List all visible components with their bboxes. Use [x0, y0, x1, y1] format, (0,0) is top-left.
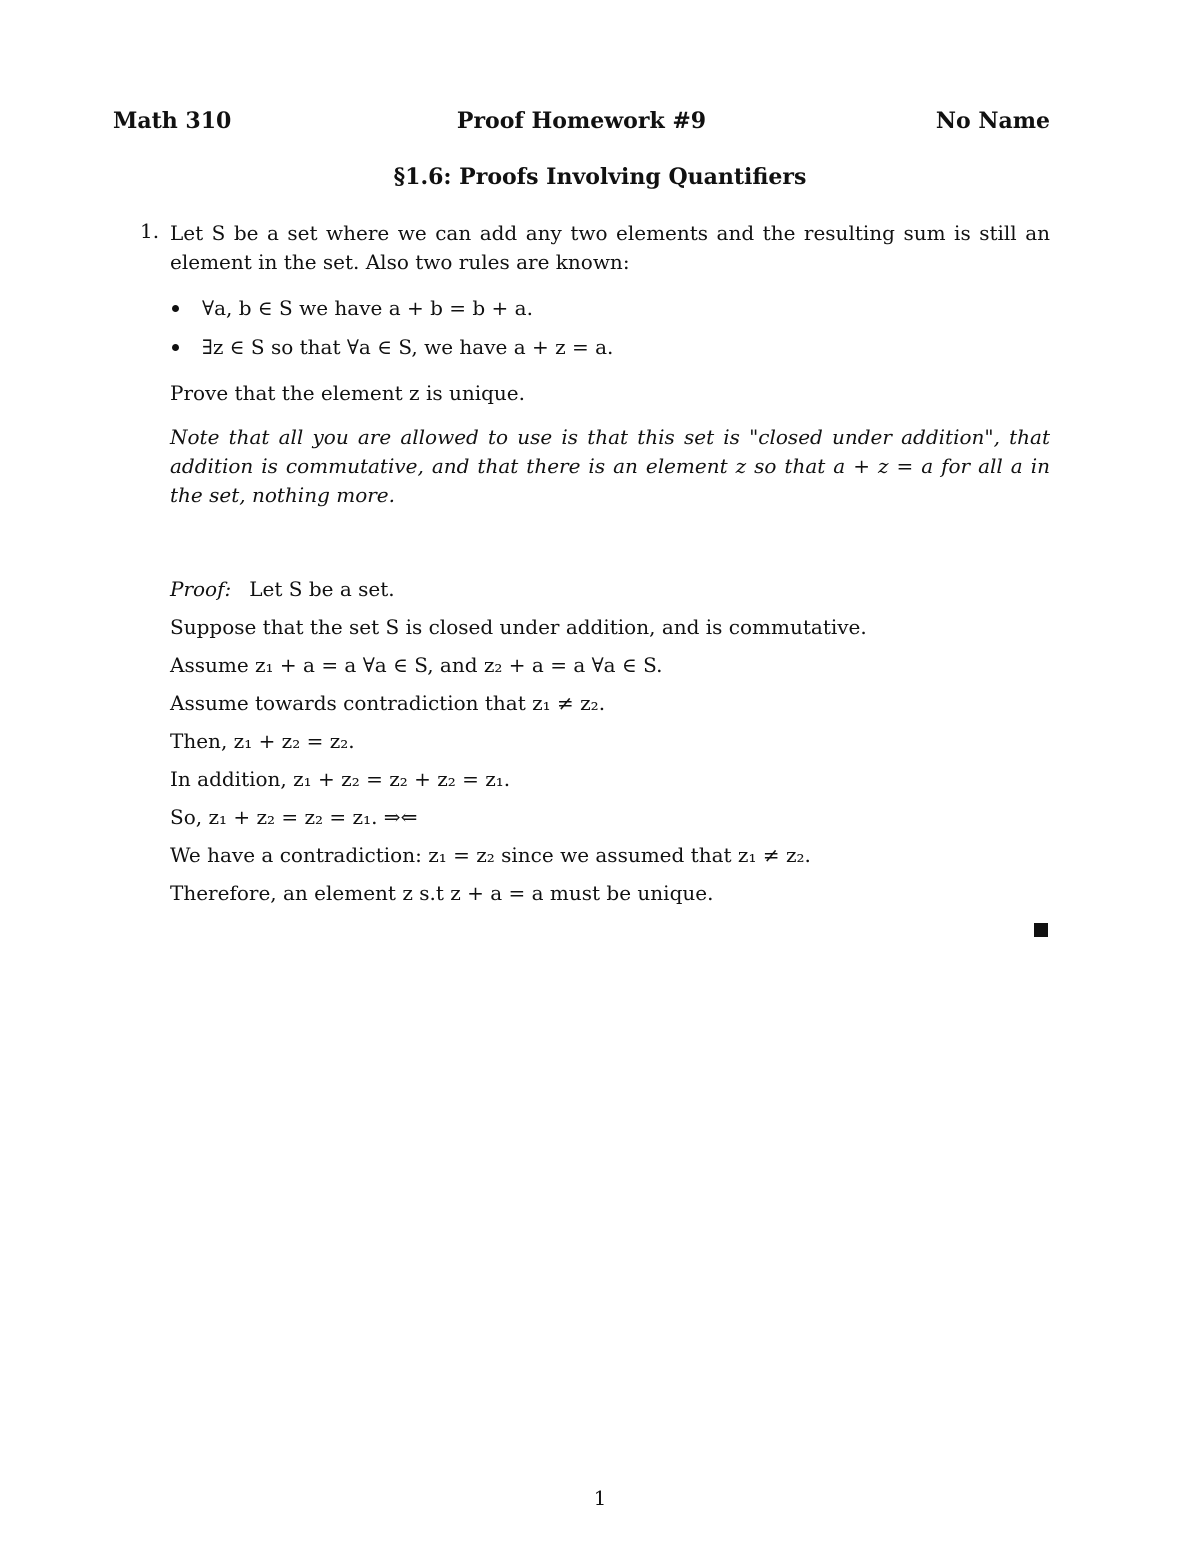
problem-number: 1. [140, 219, 160, 243]
proof-label: Proof: [170, 577, 232, 601]
qed-square-icon [1034, 923, 1048, 937]
proof-line: Therefore, an element z s.t z + a = a must be unique. [170, 881, 714, 905]
course-name: Math 310 [113, 108, 232, 134]
page-number: 1 [593, 1486, 607, 1510]
proof-line: We have a contradiction: z₁ = z₂ since we assumed that z₁ ≠ z₂. [170, 843, 811, 867]
list-item [170, 333, 1050, 372]
bullet-icon [172, 344, 179, 351]
list-item [170, 294, 1050, 333]
problem-note: Note that all you are allowed to use is that this set is "closed under addition", that addition is commutative, and that there is an element z so that a + z = a for all a in the set, nothing more. [170, 425, 1050, 507]
rule-text: ∃z ∈ S so that ∀a ∈ S, we have a + z = a. [202, 335, 614, 359]
prove-statement: Prove that the element z is unique. [170, 381, 525, 405]
proof-line: Assume z₁ + a = a ∀a ∈ S, and z₂ + a = a ∀a ∈ S. [170, 653, 663, 677]
section-title: §1.6: Proofs Involving Quantifiers [393, 164, 807, 190]
proof-line: In addition, z₁ + z₂ = z₂ + z₂ = z₁. [170, 767, 511, 791]
problem-intro: Let S be a set where we can add any two elements and the resulting sum is still an element in the set. Also two rules are known: [170, 221, 1050, 274]
proof-line: Assume towards contradiction that z₁ ≠ z₂. [170, 691, 606, 715]
proof-line: Then, z₁ + z₂ = z₂. [170, 729, 355, 753]
proof-line: Suppose that the set S is closed under addition, and is commutative. [170, 615, 867, 639]
proof-line [170, 575, 1050, 613]
bullet-icon [172, 305, 179, 312]
assignment-title: Proof Homework #9 [456, 108, 707, 134]
rules-list [170, 294, 1050, 372]
proof-line: So, z₁ + z₂ = z₂ = z₁. ⇒⇐ [170, 805, 418, 829]
proof-block [170, 575, 1050, 917]
proof-line-text: Let S be a set. [249, 577, 395, 601]
rule-text: ∀a, b ∈ S we have a + b = b + a. [202, 296, 533, 320]
page-header [113, 108, 1050, 138]
student-name: No Name [935, 108, 1050, 134]
